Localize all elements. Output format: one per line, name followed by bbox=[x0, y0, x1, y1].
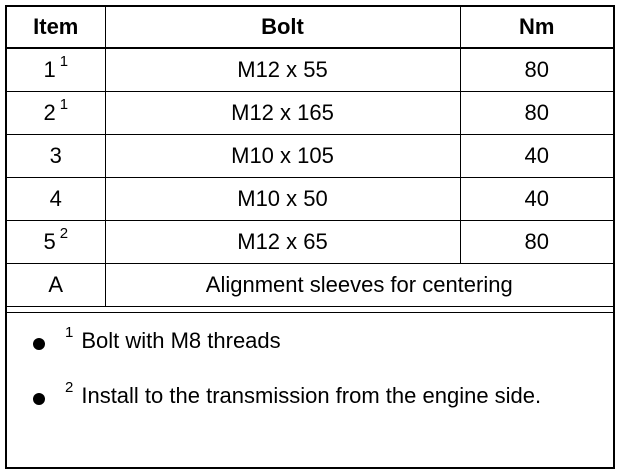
alignment-description: Alignment sleeves for centering bbox=[105, 264, 613, 307]
table-header-row bbox=[7, 7, 613, 48]
alignment-row bbox=[7, 264, 613, 307]
table-row bbox=[7, 135, 613, 178]
item-cell bbox=[7, 221, 105, 264]
torque-cell: 40 bbox=[460, 178, 613, 221]
torque-spec-table-frame bbox=[5, 5, 615, 469]
footnote-text bbox=[65, 379, 542, 409]
item-cell: A bbox=[7, 264, 105, 307]
torque-cell: 80 bbox=[460, 221, 613, 264]
item-cell bbox=[7, 48, 105, 92]
table-row bbox=[7, 221, 613, 264]
bolt-torque-table bbox=[7, 7, 613, 307]
bullet-icon bbox=[33, 393, 45, 405]
item-number: 2 bbox=[43, 100, 56, 125]
header-bolt: Bolt bbox=[105, 7, 460, 48]
header-item: Item bbox=[7, 7, 105, 48]
footnote-body: Install to the transmission from the engine side. bbox=[81, 383, 542, 408]
footnote-marker: 2 bbox=[59, 225, 69, 242]
torque-cell: 80 bbox=[460, 48, 613, 92]
footnote-body: Bolt with M8 threads bbox=[81, 328, 281, 353]
footnote-marker: 1 bbox=[59, 96, 69, 113]
footnote-text bbox=[65, 324, 281, 354]
item-number: 1 bbox=[43, 57, 56, 82]
item-cell: 3 bbox=[7, 135, 105, 178]
table-row bbox=[7, 178, 613, 221]
footnote-item bbox=[7, 313, 613, 369]
table-row bbox=[7, 92, 613, 135]
header-nm: Nm bbox=[460, 7, 613, 48]
footnote-item bbox=[7, 369, 613, 425]
item-number: 5 bbox=[43, 229, 56, 254]
bolt-cell: M12 x 55 bbox=[105, 48, 460, 92]
bolt-cell: M10 x 50 bbox=[105, 178, 460, 221]
item-cell bbox=[7, 92, 105, 135]
torque-cell: 80 bbox=[460, 92, 613, 135]
footnotes-section bbox=[7, 312, 613, 425]
bolt-cell: M10 x 105 bbox=[105, 135, 460, 178]
table-row bbox=[7, 48, 613, 92]
footnote-marker: 2 bbox=[65, 379, 74, 396]
bolt-cell: M12 x 65 bbox=[105, 221, 460, 264]
bolt-cell: M12 x 165 bbox=[105, 92, 460, 135]
torque-cell: 40 bbox=[460, 135, 613, 178]
footnote-marker: 1 bbox=[59, 53, 69, 70]
bullet-icon bbox=[33, 338, 45, 350]
footnote-marker: 1 bbox=[65, 324, 74, 341]
item-cell: 4 bbox=[7, 178, 105, 221]
